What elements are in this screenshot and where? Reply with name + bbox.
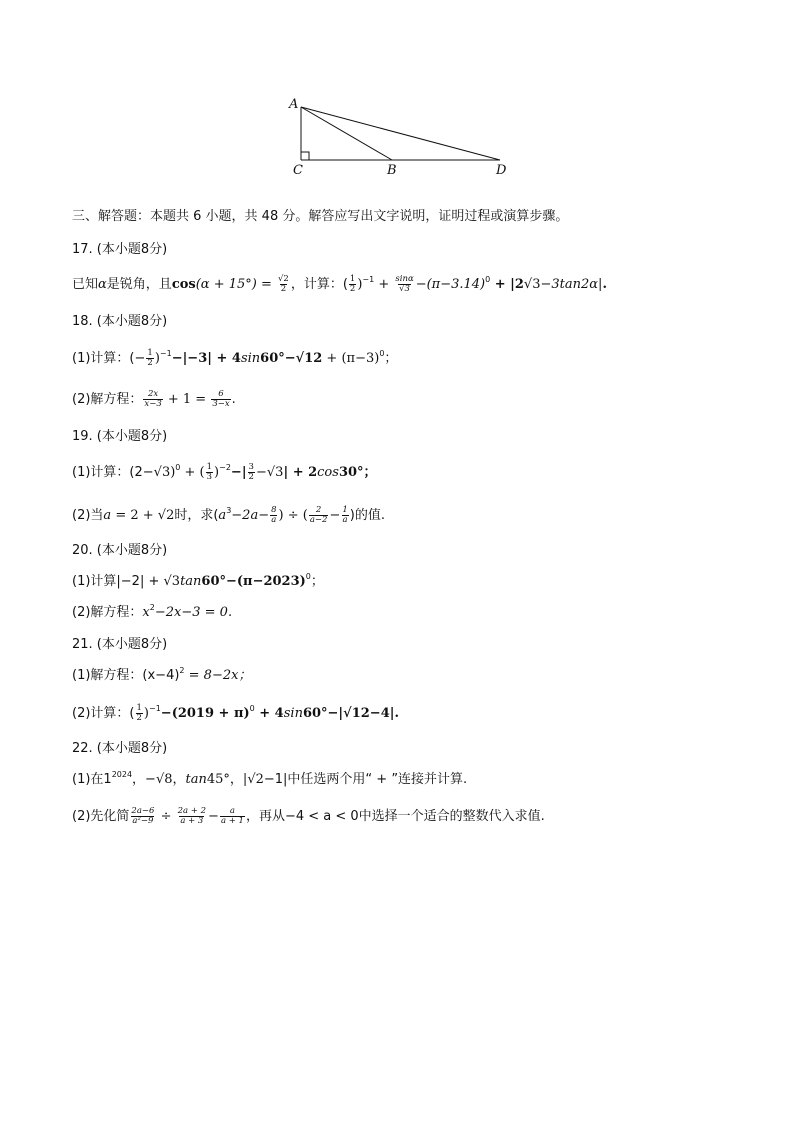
denominator: a (342, 515, 348, 525)
text: (2)先化简 (72, 809, 130, 824)
denominator: 2 (147, 358, 153, 368)
text: (1)计算|−2| + (72, 574, 164, 589)
question-20-part-1 (72, 573, 324, 591)
denominator: a (271, 515, 277, 525)
math-var: x (142, 605, 150, 620)
math-expr: − (208, 809, 219, 824)
math-expr: −(π−3.14) (415, 277, 486, 292)
numerator: 1 (136, 703, 142, 713)
exponent: 0 (379, 349, 385, 358)
label-b: B (387, 163, 397, 178)
math-radical: √3 (163, 574, 181, 589)
math-expr: 60°−(π−2023) (201, 574, 306, 589)
text: (2)解方程： (72, 392, 143, 407)
triangle-figure (280, 92, 520, 182)
text: (2)当 (72, 508, 104, 523)
label-c: C (293, 163, 303, 178)
text: ，计算：( (290, 277, 348, 292)
text: 已知 (72, 277, 99, 292)
numerator: sinα (395, 274, 414, 284)
question-18-part-2 (72, 390, 236, 409)
question-19-part-1 (72, 463, 377, 482)
fraction (206, 463, 213, 482)
math-expr: + |2 (490, 277, 524, 292)
numerator: 6 (218, 389, 224, 399)
denominator: a−2 (309, 515, 328, 525)
exponent: 0 (249, 704, 255, 713)
text: ，再从−4 < a < 0中选择一个适合的整数代入求值. (245, 809, 545, 824)
denominator: 3 (206, 472, 213, 482)
math-expr: 60°−| (302, 706, 344, 721)
right-angle-mark (301, 152, 309, 160)
numerator: 3 (248, 462, 254, 472)
math-expr: + ( (180, 465, 205, 480)
math-expr: + 1 = (163, 392, 211, 407)
math-cos: cos (317, 465, 339, 480)
text: ， (172, 772, 186, 787)
question-19-heading: 19. (本小题8分) (72, 429, 168, 444)
denominator: 3−x (212, 399, 230, 409)
text: (2)解方程： (72, 605, 143, 620)
exponent: −2 (219, 463, 231, 472)
fraction (177, 807, 207, 826)
numerator: 2 (315, 505, 322, 515)
denominator: 2 (136, 713, 142, 723)
numerator: 1 (342, 505, 348, 515)
question-17-body (72, 275, 607, 294)
math-expr: 30°； (338, 465, 377, 480)
numerator: 2x (147, 389, 159, 399)
math-var: a (218, 508, 227, 523)
question-21-heading: 21. (本小题8分) (72, 637, 168, 652)
math-tan: tan (185, 772, 207, 787)
math-sin: sin (283, 706, 303, 721)
numerator: 1 (147, 348, 153, 358)
math-expr: −4|. (369, 706, 399, 721)
numerator: 8 (271, 505, 277, 515)
math-expr: ÷ (156, 809, 176, 824)
text: (1)解方程：(x−4) (72, 668, 180, 683)
exponent: −1 (149, 704, 161, 713)
math-expr: = 2 + (111, 508, 158, 523)
text: 时，求( (174, 508, 219, 523)
numerator: 1 (206, 462, 213, 472)
math-radical: √12 (295, 351, 323, 366)
math-radical: √12 (343, 706, 370, 721)
denominator: a + 1 (220, 816, 244, 826)
math-expr: −2a− (231, 508, 270, 523)
math-expr: 45°，| (206, 772, 248, 787)
question-17-heading: 17. (本小题8分) (72, 242, 168, 257)
math-expr: −2x−3 = 0. (154, 605, 233, 620)
fraction (146, 349, 153, 368)
text: ，− (132, 772, 156, 787)
text: ； (384, 351, 398, 366)
exponent: 0 (305, 572, 311, 581)
numerator: a (229, 806, 235, 816)
numerator: √2 (278, 274, 289, 284)
math-expr: ) (214, 465, 220, 480)
text: ； (310, 574, 324, 589)
numerator: 2a + 2 (177, 806, 207, 816)
denominator: 2 (248, 472, 254, 482)
exponent: 3 (226, 506, 232, 515)
math-radical: √2 (247, 772, 264, 787)
question-18-part-1 (72, 349, 397, 368)
segment-ab (301, 107, 392, 160)
question-20-part-2 (72, 604, 232, 622)
triangle-diagram (280, 92, 520, 182)
math-expr: ) (170, 465, 176, 480)
question-22-part-1 (72, 771, 467, 789)
numerator: 2a−6 (131, 806, 155, 816)
math-expr: − (255, 465, 267, 480)
fraction (130, 807, 155, 826)
math-radical: √3 (153, 465, 171, 480)
fraction (394, 275, 414, 294)
exponent: −1 (159, 349, 172, 358)
math-cos: cos (171, 277, 196, 292)
fraction (341, 506, 348, 525)
text: (2)计算：( (72, 706, 135, 721)
denominator: a + 3 (180, 816, 204, 826)
text: . (602, 277, 607, 292)
label-d: D (496, 163, 507, 178)
fraction (211, 390, 230, 409)
math-expr: ) ÷ ( (278, 508, 308, 523)
math-expr: 60°− (260, 351, 296, 366)
text: (1)计算：(2− (72, 465, 154, 480)
exponent: 2024 (111, 770, 133, 779)
math-expr: −3tan2α| (540, 277, 603, 292)
math-expr: −| (230, 465, 247, 480)
math-var: a (103, 508, 112, 523)
math-expr: − (329, 508, 341, 523)
denominator: 2 (280, 284, 287, 294)
math-expr: ) (143, 706, 149, 721)
fraction (143, 390, 162, 409)
text: −1|中任选两个用“ + ”连接并计算. (263, 772, 468, 787)
math-expr: = 8−2x； (184, 668, 252, 683)
math-alpha: α (98, 277, 107, 292)
math-expr: | + 2 (283, 465, 318, 480)
section-heading: 三、解答题：本题共 6 小题，共 48 分。解答应写出文字说明，证明过程或演算步骤。 (72, 209, 569, 224)
segment-ad (301, 107, 500, 160)
fraction (248, 463, 255, 482)
denominator: x−3 (144, 399, 162, 409)
math-radical: √3 (523, 277, 541, 292)
math-expr: −|−3| + 4 (171, 351, 241, 366)
question-21-part-2 (72, 704, 399, 723)
math-expr: −(2019 + π) (160, 706, 250, 721)
exponent: 2 (149, 603, 155, 612)
text: (1)计算：(− (72, 351, 146, 366)
math-expr: + (π−3) (322, 351, 380, 366)
math-expr: + (374, 277, 394, 292)
math-expr: ) (154, 351, 160, 366)
question-19-part-2 (72, 506, 385, 525)
text: . (231, 392, 236, 407)
numerator: 1 (349, 274, 356, 284)
denominator: a²−9 (132, 816, 154, 826)
fraction (349, 275, 356, 294)
exponent: 2 (179, 666, 185, 675)
question-20-heading: 20. (本小题8分) (72, 543, 168, 558)
denominator: 2 (349, 284, 356, 294)
question-22-heading: 22. (本小题8分) (72, 741, 168, 756)
fraction (277, 275, 290, 294)
exponent: 0 (485, 275, 491, 284)
text: (1)在1 (72, 772, 112, 787)
question-18-heading: 18. (本小题8分) (72, 314, 168, 329)
math-tan: tan (180, 574, 202, 589)
fraction (220, 807, 245, 826)
math-expr: (α + 15°) = (195, 277, 272, 292)
label-a: A (289, 97, 299, 112)
question-22-part-2 (72, 807, 545, 826)
fraction (136, 704, 143, 723)
math-radical: √8 (155, 772, 173, 787)
math-expr: + 4 (254, 706, 284, 721)
math-radical: √2 (157, 508, 175, 523)
math-expr: ) (357, 277, 363, 292)
denominator: √3 (399, 284, 410, 294)
text: 是锐角，且 (106, 277, 172, 292)
math-radical: √3 (266, 465, 284, 480)
question-21-part-1 (72, 667, 251, 685)
fraction (270, 506, 277, 525)
math-sin: sin (240, 351, 261, 366)
exponent: 0 (175, 463, 181, 472)
exponent: −1 (362, 275, 375, 284)
fraction (309, 506, 329, 525)
text: )的值. (349, 508, 385, 523)
